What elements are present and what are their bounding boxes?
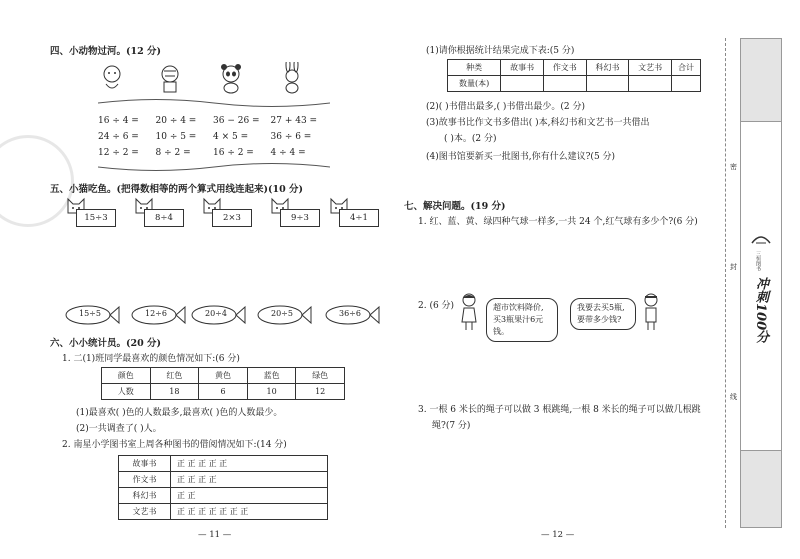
s4-row-3 bbox=[98, 148, 328, 158]
section6-title: 六、小小统计员。(20 分) bbox=[50, 338, 162, 349]
logo-text: 三恒图书 bbox=[755, 251, 761, 271]
cat-card bbox=[62, 195, 122, 230]
table-cell: 科幻书 bbox=[119, 488, 171, 504]
cat-expression: 15÷3 bbox=[76, 209, 116, 227]
seal-dashed-line bbox=[725, 38, 726, 528]
seal-char: 封 bbox=[730, 263, 737, 271]
cat-expression: 4÷1 bbox=[339, 209, 379, 227]
fish-expression: 15÷5 bbox=[79, 309, 101, 318]
answer-cell[interactable] bbox=[501, 76, 544, 92]
table-header: 红色 bbox=[150, 368, 199, 384]
s4-expr: 27 + 43 = bbox=[270, 116, 318, 126]
s4-expr: 24 ÷ 6 = bbox=[98, 132, 139, 142]
tally-marks: 正 正 正 正 正 bbox=[171, 456, 328, 472]
table-cell: 文艺书 bbox=[119, 504, 171, 520]
s4-expr: 36 ÷ 6 = bbox=[270, 132, 312, 142]
river-wave-top bbox=[98, 96, 330, 110]
animals-illustration bbox=[98, 62, 338, 94]
table-row bbox=[102, 384, 345, 400]
river-wave-bottom bbox=[98, 160, 330, 174]
table-cell: 10 bbox=[247, 384, 296, 400]
seal-char: 线 bbox=[730, 393, 737, 401]
table-row bbox=[119, 504, 328, 520]
cat-card bbox=[325, 195, 385, 230]
monkey-icon bbox=[104, 66, 120, 88]
rabbit-icon bbox=[286, 62, 298, 93]
cat-card bbox=[130, 195, 190, 230]
panda-icon bbox=[221, 64, 241, 93]
book-tally-table bbox=[118, 455, 328, 520]
answer-cell[interactable] bbox=[671, 76, 700, 92]
s4-expr: 20 ÷ 4 = bbox=[155, 116, 197, 126]
q1-part-a: (1)最喜欢( )色的人数最多,最喜欢( )色的人数最少。 bbox=[76, 408, 283, 418]
cat-expression: 9÷3 bbox=[280, 209, 320, 227]
problem-3b: 绳?(7 分) bbox=[432, 421, 471, 431]
section4-title: 四、小动物过河。(12 分) bbox=[50, 46, 162, 57]
fish-expression: 20÷5 bbox=[271, 309, 293, 318]
problem-3a: 3. 一根 6 米长的绳子可以做 3 根跳绳,一根 8 米长的绳子可以做几根跳 bbox=[418, 405, 701, 415]
boy-icon bbox=[640, 292, 662, 332]
r-part-2: (2)( )书借出最多,( )书借出最少。(2 分) bbox=[426, 102, 585, 112]
fish-card bbox=[256, 304, 312, 326]
answer-cell[interactable] bbox=[629, 76, 672, 92]
tally-marks: 正 正 正 正 正 正 正 bbox=[171, 504, 328, 520]
r-part-4: (4)图书馆要新买一批图书,你有什么建议?(5 分) bbox=[426, 152, 616, 162]
table-header: 合计 bbox=[671, 60, 700, 76]
table-row bbox=[102, 368, 345, 384]
cat-card bbox=[266, 195, 326, 230]
table-header: 故事书 bbox=[501, 60, 544, 76]
table-header: 颜色 bbox=[102, 368, 151, 384]
fish-card bbox=[64, 304, 120, 326]
table-header: 种类 bbox=[448, 60, 501, 76]
fish-expression: 36÷6 bbox=[339, 309, 361, 318]
s4-expr: 16 ÷ 2 = bbox=[213, 148, 254, 158]
table-cell: 12 bbox=[296, 384, 345, 400]
speech-bubble-girl: 超市饮料降价,买3瓶果汁6元钱。 bbox=[486, 298, 558, 342]
table-row bbox=[448, 76, 701, 92]
r-part-1: (1)请你根据统计结果完成下表:(5 分) bbox=[426, 46, 575, 56]
color-table bbox=[101, 367, 345, 400]
answer-cell[interactable] bbox=[586, 76, 629, 92]
tally-marks: 正 正 正 正 bbox=[171, 472, 328, 488]
table-cell: 作文书 bbox=[119, 472, 171, 488]
r-part-3a: (3)故事书比作文书多借出( )本,科幻书和文艺书一共借出 bbox=[426, 118, 650, 128]
fish-expression: 20÷4 bbox=[205, 309, 227, 318]
r-part-3b: ( )本。(2 分) bbox=[444, 134, 497, 144]
cat-expression: 8÷4 bbox=[144, 209, 184, 227]
section5-title: 五、小猫吃鱼。(把得数相等的两个算式用线连起来)(10 分) bbox=[50, 184, 304, 195]
s4-expr: 10 ÷ 5 = bbox=[155, 132, 197, 142]
s4-row-1 bbox=[98, 116, 328, 126]
fish-card bbox=[190, 304, 246, 326]
animals-row bbox=[98, 62, 338, 94]
table-row bbox=[119, 472, 328, 488]
girl-icon bbox=[458, 292, 480, 332]
table-cell: 6 bbox=[199, 384, 248, 400]
problem-1: 1. 红、蓝、黄、绿四种气球一样多,一共 24 个,红气球有多少个?(6 分) bbox=[418, 217, 698, 227]
table-row bbox=[119, 456, 328, 472]
tiger-icon bbox=[162, 66, 178, 92]
fish-card bbox=[324, 304, 380, 326]
table-header: 文艺书 bbox=[629, 60, 672, 76]
q2-text: 2. 南星小学图书室上周各种图书的借阅情况如下:(14 分) bbox=[62, 440, 287, 450]
table-header: 蓝色 bbox=[247, 368, 296, 384]
stat-table bbox=[447, 59, 701, 92]
problem-2: 2. (6 分) bbox=[418, 301, 455, 311]
cat-expression: 2×3 bbox=[212, 209, 252, 227]
page-number-right: — 12 — bbox=[541, 530, 575, 540]
q1-part-b: (2)一共调查了( )人。 bbox=[76, 424, 162, 434]
q1-text: 1. 二(1)班同学最喜欢的颜色情况如下:(6 分) bbox=[62, 354, 240, 364]
answer-cell[interactable] bbox=[543, 76, 586, 92]
tally-marks: 正 正 bbox=[171, 488, 328, 504]
s4-expr: 4 × 5 = bbox=[213, 132, 249, 142]
cat-card bbox=[198, 195, 258, 230]
table-row bbox=[119, 488, 328, 504]
fish-card bbox=[130, 304, 186, 326]
side-band bbox=[740, 38, 782, 528]
table-header: 科幻书 bbox=[586, 60, 629, 76]
section7-title: 七、解决问题。(19 分) bbox=[404, 201, 506, 212]
brand-title: 冲刺100分 bbox=[753, 277, 768, 344]
s4-expr: 16 ÷ 4 = bbox=[98, 116, 139, 126]
table-header: 绿色 bbox=[296, 368, 345, 384]
s4-row-2 bbox=[98, 132, 328, 142]
seal-char: 密 bbox=[730, 163, 737, 171]
fish-expression: 12÷6 bbox=[145, 309, 167, 318]
s4-expr: 12 ÷ 2 = bbox=[98, 148, 139, 158]
table-row bbox=[448, 60, 701, 76]
table-cell: 故事书 bbox=[119, 456, 171, 472]
page-number-left: — 11 — bbox=[198, 530, 232, 540]
table-cell: 数量(本) bbox=[448, 76, 501, 92]
table-cell: 人数 bbox=[102, 384, 151, 400]
table-header: 黄色 bbox=[199, 368, 248, 384]
logo-icon bbox=[750, 229, 772, 247]
table-header: 作文书 bbox=[543, 60, 586, 76]
s4-expr: 4 ÷ 4 = bbox=[270, 148, 306, 158]
speech-bubble-boy: 我要去买5瓶,要带多少钱? bbox=[570, 298, 636, 330]
s4-expr: 8 ÷ 2 = bbox=[155, 148, 191, 158]
s4-expr: 36 − 26 = bbox=[213, 116, 260, 126]
table-cell: 18 bbox=[150, 384, 199, 400]
